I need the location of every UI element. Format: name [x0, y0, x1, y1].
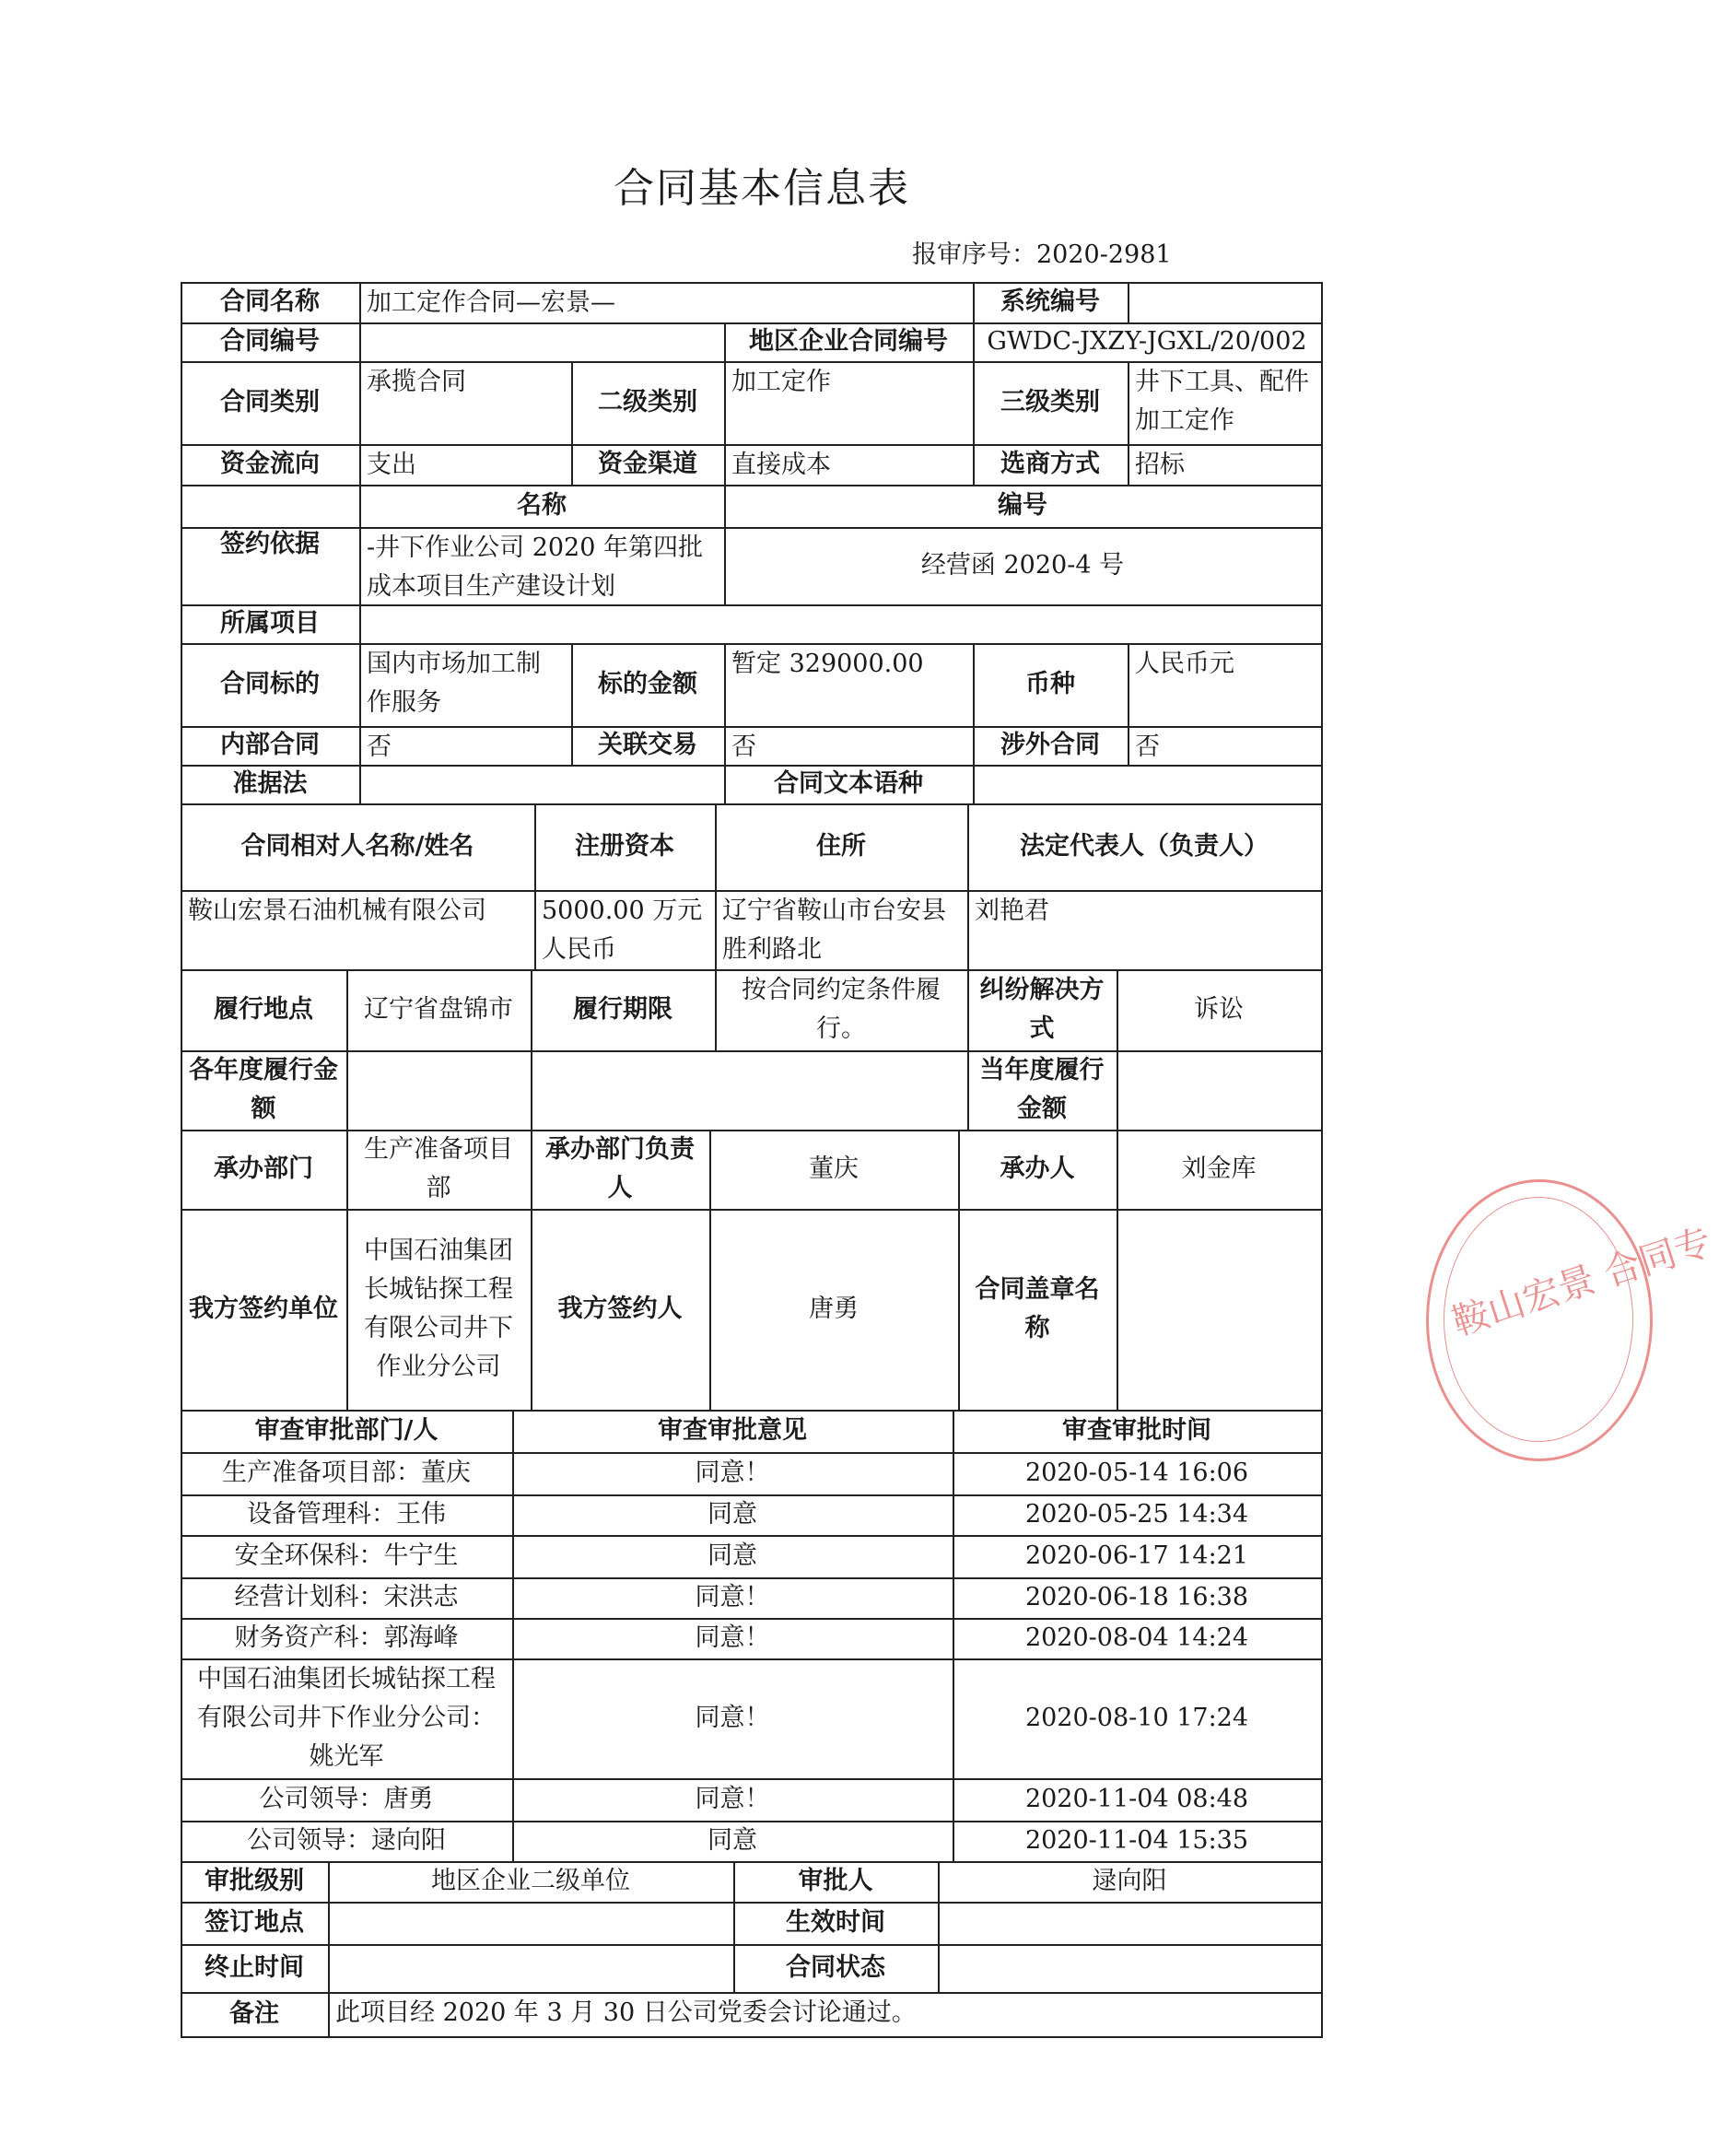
red-seal-stamp: [1426, 1179, 1717, 1461]
label-address: [715, 803, 967, 890]
label-internal: [181, 726, 359, 765]
review-opinion-2: [512, 1535, 953, 1577]
our-unit: [346, 1209, 531, 1410]
label-subject-text: 合同标的: [220, 670, 320, 698]
label-end-time-text: 终止时间: [205, 1953, 304, 1982]
review-dept-0: [181, 1452, 512, 1494]
label-remarks: [181, 1992, 328, 2036]
category-text: 承揽合同: [367, 368, 466, 396]
review-time-5: [953, 1658, 1321, 1778]
period: [715, 969, 967, 1050]
related-text: 否: [731, 732, 756, 761]
fund-flow: [359, 444, 571, 485]
table-rule: [1321, 282, 1323, 2038]
our-signer-text: 唐勇: [809, 1295, 859, 1323]
label-review-time: [953, 1410, 1321, 1452]
label-contract-name-text: 合同名称: [220, 287, 320, 316]
label-yearly-text: 各年度履行金额: [189, 1056, 338, 1123]
review-time-3-text: 2020-06-18 16:38: [1024, 1583, 1249, 1611]
handler: [1117, 1130, 1321, 1209]
our-unit-text: 中国石油集团长城钻探工程有限公司井下作业分公司: [364, 1236, 513, 1381]
end-time: [328, 1944, 733, 1992]
label-basis-name: [359, 485, 724, 527]
label-review-opinion: [512, 1410, 953, 1452]
address: [715, 890, 967, 969]
label-fund-flow-text: 资金流向: [220, 450, 320, 478]
fund-channel: [724, 444, 973, 485]
regional-no-text: GWDC-JXZY-JGXL/20/002: [987, 327, 1307, 356]
dept-head: [709, 1130, 958, 1209]
label-category: [181, 361, 359, 444]
label-approver-text: 审批人: [798, 1867, 873, 1895]
counterparty-name: [181, 890, 534, 969]
label-effective: [733, 1902, 938, 1944]
review-time-0-text: 2020-05-14 16:06: [1024, 1459, 1249, 1487]
capital: [534, 890, 715, 969]
label-system-no-text: 系统编号: [1000, 287, 1100, 316]
dispute-text: 诉讼: [1194, 995, 1244, 1024]
label-current-year-text: 当年度履行金额: [979, 1056, 1105, 1123]
label-handler-text: 承办人: [1000, 1154, 1075, 1183]
label-seal-name: [958, 1209, 1117, 1410]
handler-text: 刘金库: [1181, 1154, 1257, 1183]
review-time-5-text: 2020-08-10 17:24: [1024, 1704, 1249, 1732]
amount-text: 暂定 329000.00: [731, 650, 924, 678]
review-opinion-1: [512, 1494, 953, 1535]
subject: [359, 643, 571, 726]
label-end-time: [181, 1944, 328, 1992]
selection: [1128, 444, 1321, 485]
label-foreign-text: 涉外合同: [1000, 731, 1100, 759]
fund-flow-text: 支出: [367, 451, 416, 479]
contract-name: [359, 282, 973, 322]
review-dept-3: [181, 1577, 512, 1618]
review-time-3: [953, 1577, 1321, 1618]
review-opinion-4: [512, 1618, 953, 1658]
label-our-unit-text: 我方签约单位: [189, 1295, 338, 1323]
label-internal-text: 内部合同: [220, 731, 320, 759]
review-time-2: [953, 1535, 1321, 1577]
label-basis-number-text: 编号: [998, 491, 1047, 520]
label-address-text: 住所: [816, 832, 866, 861]
label-effective-text: 生效时间: [786, 1908, 885, 1937]
current-year: [1117, 1050, 1321, 1130]
label-subject: [181, 643, 359, 726]
review-dept-1: [181, 1494, 512, 1535]
review-time-2-text: 2020-06-17 14:21: [1024, 1541, 1249, 1570]
review-dept-3-text: 经营计划科：宋洪志: [234, 1583, 459, 1611]
our-signer: [709, 1209, 958, 1410]
language: [973, 765, 1321, 803]
label-capital-text: 注册资本: [575, 832, 674, 861]
label-dept: [181, 1130, 346, 1209]
label-amount: [571, 643, 724, 726]
foreign-text: 否: [1135, 732, 1160, 761]
label-basis-name-text: 名称: [517, 491, 567, 520]
review-opinion-5-text: 同意！: [695, 1704, 770, 1732]
label-level2-text: 二级类别: [598, 388, 697, 416]
table-rule: [181, 2036, 1323, 2038]
basis-name: [359, 527, 724, 604]
address-text: 辽宁省鞍山市台安县胜利路北: [722, 896, 946, 964]
label-legal-rep: [967, 803, 1321, 890]
label-our-signer: [531, 1209, 709, 1410]
review-dept-0-text: 生产准备项目部：董庆: [222, 1459, 471, 1487]
review-time-7-text: 2020-11-04 15:35: [1024, 1826, 1249, 1855]
label-period-text: 履行期限: [573, 995, 672, 1024]
currency: [1128, 643, 1321, 726]
currency-text: 人民币元: [1135, 650, 1234, 678]
dept-head-text: 董庆: [809, 1154, 859, 1183]
review-dept-2-text: 安全环保科：牛宁生: [234, 1541, 459, 1570]
level3: [1128, 361, 1321, 444]
label-foreign: [973, 726, 1128, 765]
level3-text: 井下工具、配件加工定作: [1135, 368, 1309, 435]
label-dept-text: 承办部门: [214, 1154, 313, 1183]
label-sign-place: [181, 1902, 328, 1944]
review-opinion-7: [512, 1821, 953, 1861]
label-our-signer-text: 我方签约人: [557, 1295, 683, 1323]
review-dept-6-text: 公司领导：唐勇: [259, 1785, 434, 1813]
status: [938, 1944, 1321, 1992]
contract-name-text: 加工定作合同—宏景—: [367, 288, 615, 317]
review-opinion-4-text: 同意！: [695, 1623, 770, 1652]
yearly: [346, 1050, 967, 1130]
label-basis-text: 签约依据: [220, 530, 320, 558]
effective: [938, 1902, 1321, 1944]
level2-text: 加工定作: [731, 368, 831, 396]
label-fund-channel: [571, 444, 724, 485]
label-place-text: 履行地点: [214, 995, 313, 1024]
label-our-unit: [181, 1209, 346, 1410]
label-counterparty-name: [181, 803, 534, 890]
label-dispute-text: 纠纷解决方式: [979, 976, 1105, 1043]
label-place: [181, 969, 346, 1050]
label-system-no: [973, 282, 1128, 322]
label-law: [181, 765, 359, 803]
label-sign-place-text: 签订地点: [205, 1908, 304, 1937]
review-time-6-text: 2020-11-04 08:48: [1024, 1785, 1249, 1813]
place-text: 辽宁省盘锦市: [364, 995, 513, 1024]
review-time-4: [953, 1618, 1321, 1658]
label-selection-text: 选商方式: [1000, 450, 1100, 478]
review-opinion-0-text: 同意！: [695, 1459, 770, 1487]
label-dept-head: [531, 1130, 709, 1209]
basis-number-text: 经营函 2020-4 号: [920, 551, 1125, 580]
label-level3-text: 三级类别: [1000, 388, 1100, 416]
dispute: [1117, 969, 1321, 1050]
label-related-text: 关联交易: [598, 731, 697, 759]
review-dept-4: [181, 1618, 512, 1658]
label-contract-name: [181, 282, 359, 322]
label-capital: [534, 803, 715, 890]
law: [359, 765, 724, 803]
dept: [346, 1130, 531, 1209]
label-yearly: [181, 1050, 346, 1130]
label-category-text: 合同类别: [220, 388, 320, 416]
basis-name-text: -井下作业公司 2020 年第四批成本项目生产建设计划: [367, 533, 704, 601]
review-dept-7: [181, 1821, 512, 1861]
approver: [938, 1861, 1321, 1902]
label-review-dept-text: 审查审批部门/人: [254, 1416, 439, 1445]
label-dept-head-text: 承办部门负责人: [545, 1135, 695, 1202]
level2: [724, 361, 973, 444]
label-basis-number: [724, 485, 1321, 527]
page-title: 合同基本信息表: [614, 165, 910, 212]
counterparty-name-text: 鞍山宏景石油机械有限公司: [188, 896, 486, 925]
serial-label: 报审序号：: [912, 240, 1036, 269]
label-review-time-text: 审查审批时间: [1062, 1416, 1211, 1445]
review-time-6: [953, 1778, 1321, 1821]
label-law-text: 准据法: [232, 769, 308, 798]
system-no: [1128, 282, 1321, 322]
period-text: 按合同约定条件履行。: [742, 976, 941, 1043]
review-dept-2: [181, 1535, 512, 1577]
legal-rep: [967, 890, 1321, 969]
internal: [359, 726, 571, 765]
sign-place: [328, 1902, 733, 1944]
label-dispute: [967, 969, 1117, 1050]
review-opinion-7-text: 同意: [707, 1826, 757, 1855]
review-time-1: [953, 1494, 1321, 1535]
label-selection: [973, 444, 1128, 485]
label-fund-flow: [181, 444, 359, 485]
label-contract-no: [181, 322, 359, 361]
label-seal-name-text: 合同盖章名称: [975, 1275, 1100, 1342]
label-status-text: 合同状态: [786, 1953, 885, 1982]
label-review-opinion-text: 审查审批意见: [658, 1416, 807, 1445]
review-opinion-3: [512, 1577, 953, 1618]
review-opinion-1-text: 同意: [707, 1500, 757, 1529]
legal-rep-text: 刘艳君: [975, 896, 1049, 925]
label-level3: [973, 361, 1128, 444]
regional-no: [973, 322, 1321, 361]
seal-name: [1117, 1209, 1321, 1410]
seal-text: 鞍山宏景 合同专: [1447, 1220, 1717, 1345]
review-time-4-text: 2020-08-04 14:24: [1024, 1623, 1249, 1652]
label-approval-level-text: 审批级别: [205, 1867, 304, 1895]
review-time-7: [953, 1821, 1321, 1861]
review-time-0: [953, 1452, 1321, 1494]
review-dept-1-text: 设备管理科：王伟: [247, 1500, 446, 1529]
label-contract-no-text: 合同编号: [220, 327, 320, 356]
label-fund-channel-text: 资金渠道: [598, 450, 697, 478]
label-counterparty-name-text: 合同相对人名称/姓名: [240, 832, 474, 861]
label-currency-text: 币种: [1025, 670, 1075, 698]
label-approval-level: [181, 1861, 328, 1902]
review-dept-5: [181, 1658, 512, 1778]
foreign: [1128, 726, 1321, 765]
place: [346, 969, 531, 1050]
review-opinion-5: [512, 1658, 953, 1778]
review-dept-7-text: 公司领导：逯向阳: [247, 1826, 446, 1855]
related: [724, 726, 973, 765]
label-basis: [181, 485, 359, 604]
remarks: [328, 1992, 1321, 2036]
serial-number: [912, 234, 1172, 270]
approval-level: [328, 1861, 733, 1902]
label-legal-rep-text: 法定代表人（负责人）: [1020, 832, 1269, 861]
review-time-1-text: 2020-05-25 14:34: [1024, 1500, 1249, 1529]
label-current-year: [967, 1050, 1117, 1130]
label-approver: [733, 1861, 938, 1902]
label-related: [571, 726, 724, 765]
label-regional-no-text: 地区企业合同编号: [749, 327, 948, 356]
project: [359, 604, 1321, 643]
review-opinion-2-text: 同意: [707, 1541, 757, 1570]
label-currency: [973, 643, 1128, 726]
subject-text: 国内市场加工制作服务: [367, 650, 541, 717]
label-regional-no: [724, 322, 973, 361]
review-opinion-6: [512, 1778, 953, 1821]
label-project-text: 所属项目: [220, 609, 320, 638]
label-language-text: 合同文本语种: [774, 769, 923, 798]
label-language: [724, 765, 973, 803]
label-status: [733, 1944, 938, 1992]
label-handler: [958, 1130, 1117, 1209]
review-dept-4-text: 财务资产科：郭海峰: [234, 1623, 459, 1652]
review-opinion-0: [512, 1452, 953, 1494]
label-level2: [571, 361, 724, 444]
label-remarks-text: 备注: [229, 1999, 279, 2028]
review-dept-6: [181, 1778, 512, 1821]
contract-no: [359, 322, 724, 361]
internal-text: 否: [367, 732, 392, 761]
review-opinion-6-text: 同意！: [695, 1785, 770, 1813]
remarks-text: 此项目经 2020 年 3 月 30 日公司党委会讨论通过。: [335, 1998, 917, 2027]
amount: [724, 643, 973, 726]
review-opinion-3-text: 同意！: [695, 1583, 770, 1611]
label-amount-text: 标的金额: [598, 670, 697, 698]
review-dept-5-text: 中国石油集团长城钻探工程有限公司井下作业分公司：姚光军: [197, 1665, 496, 1771]
label-project: [181, 604, 359, 643]
serial-value: 2020-2981: [1036, 240, 1172, 269]
dept-text: 生产准备项目部: [364, 1135, 513, 1202]
label-period: [531, 969, 715, 1050]
label-review-dept: [181, 1410, 512, 1452]
category: [359, 361, 571, 444]
capital-text: 5000.00 万元人民币: [542, 896, 703, 964]
approver-text: 逯向阳: [1092, 1867, 1167, 1895]
basis-number: [724, 527, 1321, 604]
approval-level-text: 地区企业二级单位: [431, 1867, 630, 1895]
selection-text: 招标: [1135, 451, 1185, 479]
fund-channel-text: 直接成本: [731, 451, 831, 479]
